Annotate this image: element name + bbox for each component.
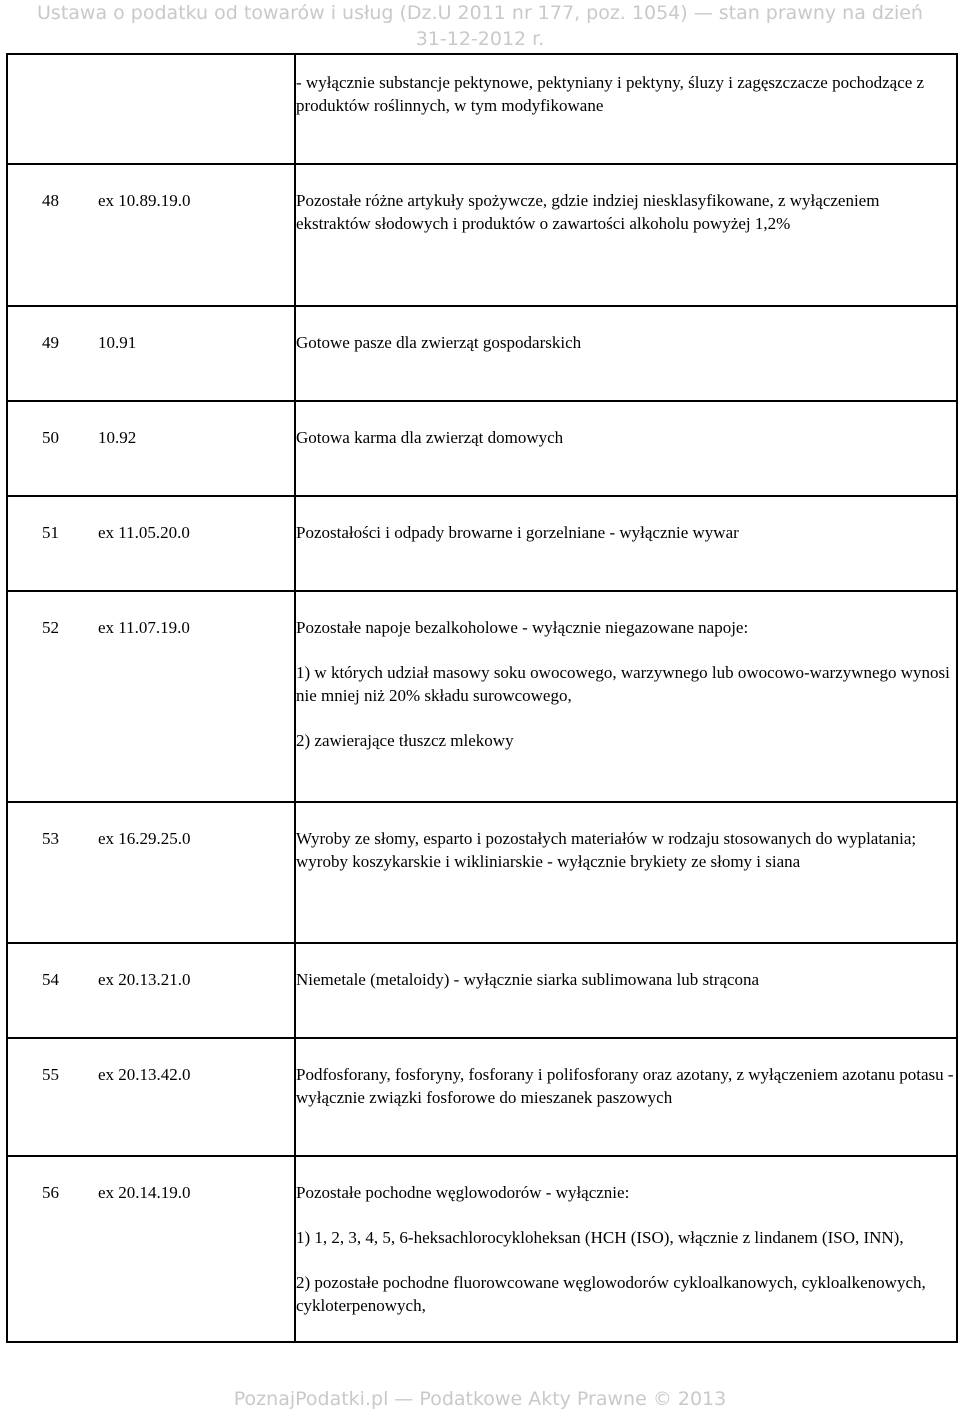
description-text: Gotowa karma dla zwierząt domowych <box>296 428 564 447</box>
table-row <box>7 54 957 164</box>
description-text: Wyroby ze słomy, esparto i pozostałych materiałów w rodzaju stosowanych do wyplatania; wyroby koszykarskie i wikliniarskie - wyłącznie brykiety ze słomy i siana <box>296 829 917 871</box>
table-row <box>7 401 957 496</box>
table-row <box>7 591 957 802</box>
description-cell <box>295 802 957 943</box>
goods-table <box>6 53 958 1343</box>
pkwiu-code: 10.92 <box>98 428 137 447</box>
description-text: Niemetale (metaloidy) - wyłącznie siarka sublimowana lub strącona <box>296 970 760 989</box>
number-cell <box>7 54 295 164</box>
pkwiu-code: ex 20.13.42.0 <box>98 1065 191 1084</box>
row-number: 52 <box>42 618 59 637</box>
number-cell <box>7 401 295 496</box>
row-number: 49 <box>42 333 59 352</box>
number-cell <box>7 164 295 306</box>
pkwiu-code: ex 10.89.19.0 <box>98 191 191 210</box>
header-line-1: Ustawa o podatku od towarów i usług (Dz.U 2011 nr 177, poz. 1054) — stan prawny na dzień <box>37 2 923 24</box>
number-cell <box>7 306 295 401</box>
description-text: - wyłącznie substancje pektynowe, pektyniany i pektyny, śluzy i zagęszczacze pochodzące z produktów roślinnych, w tym modyfikowane <box>296 73 925 115</box>
description-cell <box>295 306 957 401</box>
table-row <box>7 1038 957 1156</box>
description-cell <box>295 1156 957 1342</box>
table-row <box>7 496 957 591</box>
description-text: 2) pozostałe pochodne fluorowcowane węglowodorów cykloalkanowych, cykloalkenowych, cykloterpenowych, <box>296 1273 926 1315</box>
pkwiu-code: 10.91 <box>98 333 137 352</box>
description-text: Pozostałe napoje bezalkoholowe - wyłącznie niegazowane napoje: <box>296 618 749 637</box>
row-number: 48 <box>42 191 59 210</box>
row-number: 50 <box>42 428 59 447</box>
table-row <box>7 802 957 943</box>
number-cell <box>7 1156 295 1342</box>
description-cell <box>295 591 957 802</box>
description-cell <box>295 1038 957 1156</box>
number-cell <box>7 591 295 802</box>
header-line-2: 31-12-2012 r. <box>415 28 545 50</box>
page-header <box>0 0 960 52</box>
row-number: 55 <box>42 1065 59 1084</box>
description-cell <box>295 943 957 1038</box>
pkwiu-code: ex 11.05.20.0 <box>98 523 190 542</box>
table-row <box>7 306 957 401</box>
page-footer: PoznajPodatki.pl — Podatkowe Akty Prawne © 2013 <box>233 1388 727 1410</box>
row-number: 51 <box>42 523 59 542</box>
pkwiu-code: ex 20.13.21.0 <box>98 970 191 989</box>
description-text: 2) zawierające tłuszcz mlekowy <box>296 731 514 750</box>
pkwiu-code: ex 16.29.25.0 <box>98 829 191 848</box>
row-number: 56 <box>42 1183 59 1202</box>
table-row <box>7 164 957 306</box>
description-text: Gotowe pasze dla zwierząt gospodarskich <box>296 333 582 352</box>
table-row <box>7 943 957 1038</box>
description-text: Podfosforany, fosforyny, fosforany i polifosforany oraz azotany, z wyłączeniem azotanu potasu - wyłącznie związki fosforowe do mieszanek paszowych <box>296 1065 954 1107</box>
description-cell <box>295 54 957 164</box>
description-text: 1) w których udział masowy soku owocowego, warzywnego lub owocowo-warzywnego wynosi nie mniej niż 20% składu surowcowego, <box>296 663 950 705</box>
row-number: 53 <box>42 829 59 848</box>
number-cell <box>7 802 295 943</box>
description-text: Pozostałe różne artykuły spożywcze, gdzie indziej niesklasyfikowane, z wyłączeniem ekstraktów słodowych i produktów o zawartości alkoholu powyżej 1,2% <box>296 191 880 233</box>
description-cell <box>295 164 957 306</box>
table-row <box>7 1156 957 1342</box>
number-cell <box>7 496 295 591</box>
pkwiu-code: ex 11.07.19.0 <box>98 618 190 637</box>
description-cell <box>295 401 957 496</box>
description-text: Pozostałe pochodne węglowodorów - wyłącznie: <box>296 1183 630 1202</box>
row-number: 54 <box>42 970 59 989</box>
number-cell <box>7 943 295 1038</box>
description-text: Pozostałości i odpady browarne i gorzelniane - wyłącznie wywar <box>296 523 739 542</box>
number-cell <box>7 1038 295 1156</box>
pkwiu-code: ex 20.14.19.0 <box>98 1183 191 1202</box>
description-cell <box>295 496 957 591</box>
description-text: 1) 1, 2, 3, 4, 5, 6-heksachlorocykloheksan (HCH (ISO), włącznie z lindanem (ISO, INN), <box>296 1228 904 1247</box>
